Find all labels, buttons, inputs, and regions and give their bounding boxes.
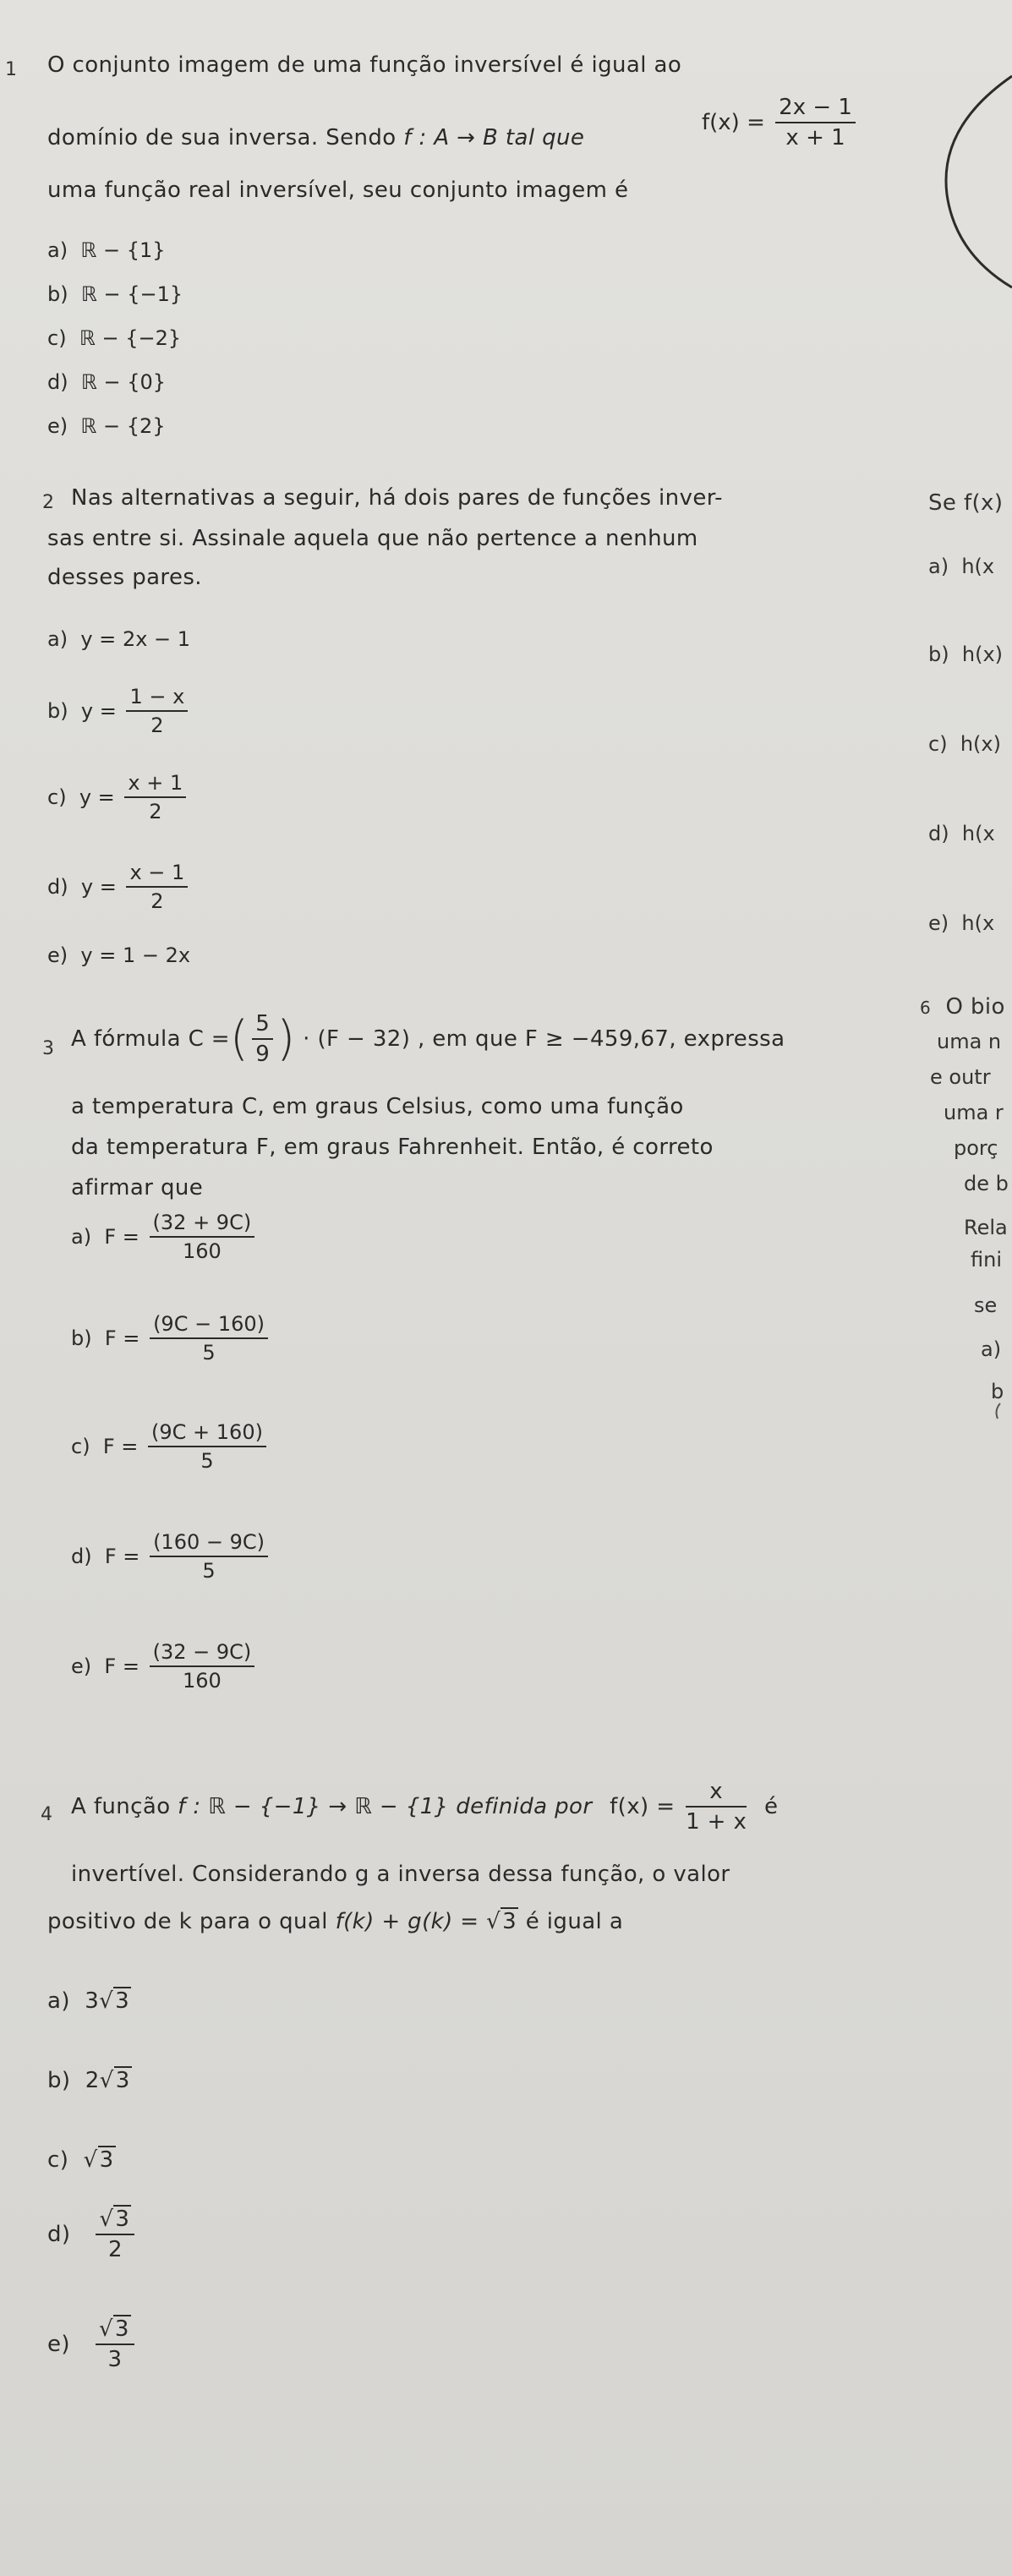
q1-option-b[interactable]: b) ℝ − {−1} [47,282,183,306]
q6-line: uma n [937,1030,1002,1053]
q5-option-b[interactable]: b) h(x) [928,643,1004,666]
q3-line2: a temperatura C, em graus Celsius, como uma função [71,1094,684,1119]
q6-line: se [974,1293,998,1317]
q6-line: de b [964,1172,1009,1195]
q1-fraction: $\frac{2x - 1}{x + 1}$ [775,95,856,150]
q5-option-e[interactable]: e) h(x [928,911,995,935]
q2-option-c[interactable]: c) y = $\frac{x + 1}{2}$ [47,771,189,823]
q6-line: b [991,1380,1004,1403]
q1-number: 1 [5,59,17,80]
q2-option-b[interactable]: b) y = $\frac{1 - x}{2}$ [47,685,191,737]
q2-option-a[interactable]: a) y = 2x − 1 [47,627,191,651]
q4-option-a[interactable]: a) 3√3 [47,1988,130,2014]
q3-line1: A fórmula C =( $\frac{5}{9}$ ) · (F − 32) , em que F ≥ −459,67, expressa [71,1011,785,1067]
q4-fraction: $\frac{x}{1 + x}$ [686,1779,747,1835]
q1-option-d[interactable]: d) ℝ − {0} [47,370,167,394]
q1-function-formula: f(x) = $\frac{2x - 1}{x + 1}$ [702,95,859,150]
q3-option-e[interactable]: e) F = $\frac{(32 - 9C)}{160}$ [71,1640,258,1693]
q2-line1: Nas alternativas a seguir, há dois pares de funções inver- [71,485,723,511]
q6-line: e outr [930,1065,991,1089]
q5-option-c[interactable]: c) h(x) [928,732,1001,756]
q1-line2: domínio de sua inversa. Sendo f : A → B tal que [47,125,585,150]
q5-option-d[interactable]: d) h(x [928,822,995,845]
q6-line: porç [954,1136,998,1160]
q2-option-d[interactable]: d) y = $\frac{x - 1}{2}$ [47,861,191,913]
q5-head: Se f(x) [928,490,1004,516]
q3-option-c[interactable]: c) F = $\frac{(9C + 160)}{5}$ [71,1420,270,1473]
q1-option-e[interactable]: e) ℝ − {2} [47,414,166,438]
q4-line3: positivo de k para o qual f(k) + g(k) = √3 é igual a [47,1909,624,1934]
q3-option-d[interactable]: d) F = $\frac{(160 - 9C)}{5}$ [71,1530,271,1583]
q3-option-a[interactable]: a) F = $\frac{(32 + 9C)}{160}$ [71,1211,258,1263]
q4-number: 4 [41,1804,52,1825]
q4-option-b[interactable]: b) 2√3 [47,2068,130,2093]
q6-line: 6 O bio [920,994,1005,1020]
q4-line2: invertível. Considerando g a inversa dessa função, o valor [71,1862,730,1887]
q2-option-e[interactable]: e) y = 1 − 2x [47,943,191,967]
q1-line1: O conjunto imagem de uma função inversível é igual ao [47,52,682,78]
q4-line1: A função f : ℝ − {−1} → ℝ − {1} definida por f(x) = $\frac{x}{1 + x}$ é [71,1779,779,1835]
q3-line4: afirmar que [71,1175,204,1200]
q1-option-c[interactable]: c) ℝ − {−2} [47,326,182,350]
q1-line3: uma função real inversível, seu conjunto imagem é [47,178,629,203]
q2-line3: desses pares. [47,565,202,590]
q5-option-a[interactable]: a) h(x [928,555,995,578]
q3-fraction: $\frac{5}{9}$ [252,1011,273,1067]
q2-number: 2 [42,492,54,513]
q1-option-a[interactable]: a) ℝ − {1} [47,238,166,262]
q4-option-e[interactable]: e) $\frac{√3}{3}$ [47,2316,138,2372]
q4-option-c[interactable]: c) √3 [47,2147,114,2173]
q3-option-b[interactable]: b) F = $\frac{(9C - 160)}{5}$ [71,1312,271,1365]
q6-line: uma r [944,1101,1004,1124]
q2-line2: sas entre si. Assinale aquela que não pertence a nenhum [47,526,698,551]
q6-line: Rela [964,1216,1008,1239]
q3-number: 3 [42,1038,54,1059]
q4-option-d[interactable]: d) $\frac{√3}{2}$ [47,2207,138,2262]
q6-line: a) [981,1337,1002,1361]
q6-line: fini [971,1248,1002,1272]
q3-line3: da temperatura F, em graus Fahrenheit. Então, é correto [71,1135,714,1160]
